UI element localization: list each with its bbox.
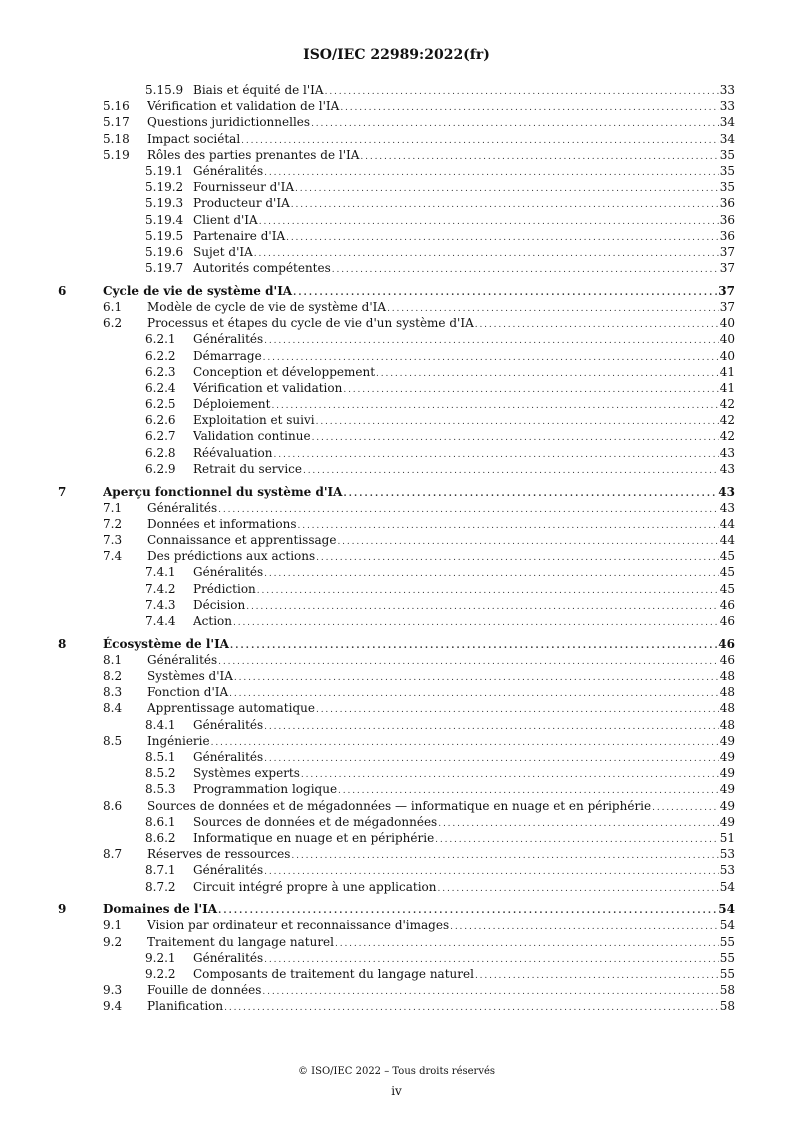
toc-entry-number: 5.19.2 <box>145 180 184 195</box>
toc-entry-title: Écosystème de l'IA <box>103 636 229 651</box>
toc-entry-page: 46 <box>719 597 735 612</box>
toc-entry[interactable] <box>0 564 793 580</box>
toc-entry-number: 7.3 <box>103 533 123 548</box>
toc-entry[interactable] <box>0 781 793 797</box>
toc-entry-title: Connaissance et apprentissage <box>147 533 337 548</box>
toc-entry-title: Réévaluation <box>193 445 273 460</box>
toc-entry-page: 49 <box>719 782 735 797</box>
toc-entry-title: Généralités <box>193 163 264 178</box>
toc-entry[interactable] <box>0 548 793 564</box>
toc-entry-number: 9.2.1 <box>145 950 176 965</box>
toc-entry-title: Généralités <box>193 950 264 965</box>
toc-entry-page: 55 <box>719 950 735 965</box>
toc-entry-number: 8.4.1 <box>145 717 176 732</box>
toc-entry-title: Apprentissage automatique <box>147 701 315 716</box>
table-of-contents <box>0 82 793 1015</box>
toc-entry-title: Domaines de l'IA <box>103 902 218 917</box>
toc-entry-title: Exploitation et suivi <box>193 413 315 428</box>
toc-entry-title: Composants de traitement du langage naturel <box>193 966 474 981</box>
toc-entry[interactable] <box>0 445 793 461</box>
toc-entry-page: 46 <box>718 636 735 651</box>
toc-entry-number: 5.18 <box>103 131 130 146</box>
toc-entry-number: 7.4.1 <box>145 565 176 580</box>
toc-entry[interactable] <box>0 331 793 347</box>
toc-entry-title: Données et informations <box>147 516 297 531</box>
toc-entry[interactable] <box>0 982 793 998</box>
dot-leader <box>233 615 719 631</box>
toc-entry-page: 48 <box>719 669 735 684</box>
toc-entry-page: 40 <box>719 348 735 363</box>
toc-entry-title: Vision par ordinateur et reconnaissance d'images <box>147 918 450 933</box>
toc-entry-number: 9 <box>58 902 67 917</box>
toc-entry-number: 5.19.4 <box>145 212 184 227</box>
toc-entry-page: 43 <box>718 484 735 499</box>
toc-entry-page: 45 <box>719 565 735 580</box>
toc-entry-number: 8 <box>58 636 67 651</box>
toc-entry-title: Traitement du langage naturel <box>147 934 334 949</box>
toc-entry-page: 58 <box>719 983 735 998</box>
toc-entry-page: 42 <box>719 397 735 412</box>
toc-entry-title: Processus et étapes du cycle de vie d'un système d'IA <box>147 316 474 331</box>
toc-entry-number: 9.3 <box>103 983 123 998</box>
toc-entry-title: Vérification et validation de l'IA <box>147 99 340 114</box>
toc-entry[interactable] <box>0 733 793 749</box>
toc-entry-page: 48 <box>719 717 735 732</box>
toc-entry-page: 45 <box>719 581 735 596</box>
toc-entry-page: 49 <box>719 814 735 829</box>
toc-entry-page: 40 <box>719 332 735 347</box>
toc-entry-page: 48 <box>719 701 735 716</box>
toc-entry-title: Aperçu fonctionnel du système d'IA <box>103 484 343 499</box>
toc-entry-number: 8.6 <box>103 798 123 813</box>
toc-entry-number: 5.19.6 <box>145 244 184 259</box>
copyright-footer: © ISO/IEC 2022 – Tous droits réservés <box>297 1066 496 1077</box>
toc-entry[interactable] <box>0 814 793 830</box>
toc-entry-page: 55 <box>719 934 735 949</box>
dot-leader <box>332 262 719 278</box>
toc-entry-title: Programmation logique <box>193 782 338 797</box>
toc-entry-number: 8.3 <box>103 685 123 700</box>
toc-entry-title: Client d'IA <box>193 212 258 227</box>
toc-entry[interactable] <box>0 131 793 147</box>
toc-entry[interactable] <box>0 652 793 668</box>
toc-entry-title: Généralités <box>147 500 218 515</box>
toc-entry-page: 34 <box>719 115 735 130</box>
toc-entry-number: 6.2.1 <box>145 332 176 347</box>
dot-leader <box>224 1000 719 1016</box>
toc-entry-page: 41 <box>719 364 735 379</box>
toc-entry-title: Informatique en nuage et en périphérie <box>193 830 435 845</box>
toc-entry-page: 37 <box>718 283 735 298</box>
toc-entry-title: Retrait du service <box>193 461 302 476</box>
toc-entry-number: 8.5.1 <box>145 750 176 764</box>
toc-entry-number: 5.19.5 <box>145 228 184 243</box>
toc-entry[interactable] <box>0 998 793 1014</box>
toc-entry-title: Généralités <box>193 750 264 764</box>
toc-entry-page: 36 <box>719 196 735 211</box>
toc-entry-title: Cycle de vie de système d'IA <box>103 283 293 298</box>
toc-entry[interactable] <box>0 147 793 163</box>
toc-entry[interactable] <box>0 260 793 276</box>
toc-entry[interactable] <box>0 765 793 781</box>
toc-entry-page: 55 <box>719 966 735 981</box>
toc-entry-title: Planification <box>147 999 224 1014</box>
toc-entry-number: 8.5.2 <box>145 766 176 781</box>
toc-entry-page: 53 <box>719 847 735 862</box>
toc-entry-number: 8.6.2 <box>145 830 176 845</box>
toc-entry-page: 36 <box>719 228 735 243</box>
toc-entry-page: 58 <box>719 999 735 1014</box>
toc-entry-title: Fouille de données <box>147 983 262 998</box>
toc-entry-number: 7.2 <box>103 516 123 531</box>
toc-entry[interactable] <box>0 684 793 700</box>
toc-entry-title: Partenaire d'IA <box>193 228 286 243</box>
toc-entry[interactable] <box>0 830 793 846</box>
toc-entry-number: 8.5 <box>103 733 123 748</box>
toc-entry-title: Sources de données et de mégadonnées <box>193 814 438 829</box>
toc-entry-page: 49 <box>719 750 735 764</box>
toc-entry-page: 43 <box>719 461 735 476</box>
toc-entry-title: Systèmes experts <box>193 766 300 781</box>
toc-entry-number: 9.2.2 <box>145 966 176 981</box>
toc-entry[interactable] <box>0 163 793 179</box>
toc-entry-number: 5.17 <box>103 115 130 130</box>
toc-entry-number: 6.2.5 <box>145 397 176 412</box>
toc-entry-page: 46 <box>719 652 735 667</box>
toc-entry-number: 6.2.3 <box>145 364 176 379</box>
toc-entry-title: Généralités <box>147 652 218 667</box>
toc-entry-title: Réserves de ressources <box>147 847 291 862</box>
toc-entry-number: 8.7.1 <box>145 863 176 878</box>
toc-entry-page: 35 <box>719 163 735 178</box>
toc-entry[interactable] <box>0 879 793 895</box>
toc-entry-number: 9.4 <box>103 999 123 1014</box>
toc-entry[interactable] <box>0 396 793 412</box>
dot-leader <box>303 463 719 479</box>
toc-entry-number: 6.2.6 <box>145 413 176 428</box>
toc-entry-page: 49 <box>719 733 735 748</box>
toc-entry[interactable] <box>0 283 793 299</box>
toc-entry-number: 6.1 <box>103 299 123 314</box>
toc-entry-title: Fournisseur d'IA <box>193 180 295 195</box>
toc-entry-page: 44 <box>719 516 735 531</box>
toc-entry[interactable] <box>0 428 793 444</box>
toc-entry-page: 46 <box>719 614 735 628</box>
toc-entry-number: 7.1 <box>103 500 123 515</box>
toc-entry-title: Généralités <box>193 332 264 347</box>
toc-entry[interactable] <box>0 613 793 629</box>
toc-entry[interactable] <box>0 98 793 114</box>
toc-entry-title: Prédiction <box>193 581 256 596</box>
toc-entry-page: 36 <box>719 212 735 227</box>
toc-entry-title: Ingénierie <box>147 733 210 748</box>
toc-entry-title: Vérification et validation <box>193 380 343 395</box>
toc-entry-line <box>193 879 735 897</box>
toc-entry-page: 51 <box>719 830 735 845</box>
toc-entry-page: 41 <box>719 380 735 395</box>
toc-entry-line <box>147 998 735 1016</box>
toc-entry[interactable] <box>0 228 793 244</box>
toc-entry-title: Autorités compétentes <box>193 261 331 276</box>
toc-entry-number: 6.2.2 <box>145 348 176 363</box>
toc-entry-page: 49 <box>719 798 735 813</box>
toc-entry-title: Conception et développement <box>193 364 376 379</box>
toc-entry-title: Démarrage <box>193 348 262 363</box>
toc-entry-number: 8.7.2 <box>145 879 176 894</box>
toc-entry-number: 9.1 <box>103 918 123 933</box>
toc-entry-page: 37 <box>719 299 735 314</box>
document-title: ISO/IEC 22989:2022(fr) <box>303 47 490 63</box>
toc-entry-number: 7.4.2 <box>145 581 176 596</box>
toc-entry-page: 54 <box>719 918 735 933</box>
toc-entry-number: 7.4.3 <box>145 597 176 612</box>
toc-entry-title: Validation continue <box>193 429 311 444</box>
toc-entry[interactable] <box>0 717 793 733</box>
toc-entry-title: Sources de données et de mégadonnées — informatique en nuage et en périphérie <box>147 798 652 813</box>
toc-entry[interactable] <box>0 114 793 130</box>
toc-entry-page: 43 <box>719 445 735 460</box>
toc-entry-number: 6.2.7 <box>145 429 176 444</box>
toc-entry-number: 5.19 <box>103 147 130 162</box>
toc-entry[interactable] <box>0 581 793 597</box>
toc-entry-page: 37 <box>719 244 735 259</box>
toc-entry[interactable] <box>0 862 793 878</box>
toc-entry-page: 42 <box>719 429 735 444</box>
toc-entry-title: Circuit intégré propre à une application <box>193 879 437 894</box>
toc-entry-title: Déploiement <box>193 397 271 412</box>
toc-entry-number: 8.4 <box>103 701 123 716</box>
toc-entry-number: 5.15.9 <box>145 83 184 97</box>
toc-entry[interactable] <box>0 901 793 917</box>
toc-entry[interactable] <box>0 380 793 396</box>
toc-entry-title: Sujet d'IA <box>193 244 253 259</box>
toc-entry[interactable] <box>0 364 793 380</box>
toc-entry[interactable] <box>0 749 793 765</box>
toc-entry-page: 54 <box>718 902 735 917</box>
toc-entry[interactable] <box>0 412 793 428</box>
toc-entry[interactable] <box>0 516 793 532</box>
toc-entry-title: Généralités <box>193 863 264 878</box>
toc-entry[interactable] <box>0 315 793 331</box>
toc-entry-page: 48 <box>719 685 735 700</box>
toc-entry[interactable] <box>0 798 793 814</box>
toc-entry[interactable] <box>0 348 793 364</box>
toc-entry-number: 8.7 <box>103 847 123 862</box>
toc-entry[interactable] <box>0 636 793 652</box>
toc-entry-page: 43 <box>719 500 735 515</box>
toc-entry-number: 6 <box>58 283 67 298</box>
toc-entry-page: 40 <box>719 316 735 331</box>
toc-entry-title: Questions juridictionnelles <box>147 115 311 130</box>
toc-entry-page: 45 <box>719 549 735 564</box>
toc-entry-page: 35 <box>719 147 735 162</box>
toc-entry-number: 8.2 <box>103 669 123 684</box>
toc-entry-title: Action <box>193 614 232 628</box>
toc-entry-page: 37 <box>719 261 735 276</box>
toc-entry-title: Modèle de cycle de vie de système d'IA <box>147 299 387 314</box>
toc-entry-page: 44 <box>719 533 735 548</box>
toc-entry[interactable] <box>0 597 793 613</box>
toc-entry-number: 8.6.1 <box>145 814 176 829</box>
toc-entry[interactable] <box>0 461 793 477</box>
toc-entry-title: Fonction d'IA <box>147 685 229 700</box>
toc-entry[interactable] <box>0 195 793 211</box>
toc-entry-title: Généralités <box>193 717 264 732</box>
toc-entry-page: 33 <box>719 83 735 97</box>
toc-entry-page: 49 <box>719 766 735 781</box>
toc-entry-number: 6.2.9 <box>145 461 176 476</box>
toc-entry[interactable] <box>0 532 793 548</box>
toc-entry-page: 35 <box>719 180 735 195</box>
toc-entry[interactable] <box>0 82 793 98</box>
toc-entry[interactable] <box>0 966 793 982</box>
toc-entry-number: 7.4.4 <box>145 614 176 628</box>
toc-entry-title: Impact sociétal <box>147 131 241 146</box>
toc-entry-number: 7.4 <box>103 549 123 564</box>
toc-entry-title: Systèmes d'IA <box>147 669 233 684</box>
toc-entry-number: 8.1 <box>103 652 123 667</box>
toc-entry-number: 5.19.1 <box>145 163 184 178</box>
toc-entry-title: Producteur d'IA <box>193 196 290 211</box>
toc-entry-number: 7 <box>58 484 67 499</box>
toc-entry-number: 6.2.4 <box>145 380 176 395</box>
toc-entry[interactable] <box>0 934 793 950</box>
toc-entry-number: 5.19.7 <box>145 261 184 276</box>
toc-entry[interactable] <box>0 950 793 966</box>
toc-entry-number: 5.16 <box>103 99 130 114</box>
toc-entry-line <box>193 461 735 479</box>
toc-entry[interactable] <box>0 500 793 516</box>
toc-entry[interactable] <box>0 700 793 716</box>
toc-entry-line <box>193 260 735 278</box>
toc-entry-line <box>193 613 735 631</box>
toc-entry-page: 54 <box>719 879 735 894</box>
toc-entry[interactable] <box>0 299 793 315</box>
toc-entry[interactable] <box>0 668 793 684</box>
toc-entry-number: 6.2.8 <box>145 445 176 460</box>
toc-entry-number: 8.5.3 <box>145 782 176 797</box>
toc-entry[interactable] <box>0 917 793 933</box>
toc-entry-page: 53 <box>719 863 735 878</box>
dot-leader <box>438 881 719 897</box>
toc-entry-number: 9.2 <box>103 934 123 949</box>
toc-entry-page: 33 <box>719 99 735 114</box>
toc-entry-title: Biais et équité de l'IA <box>193 83 324 97</box>
toc-entry-title: Rôles des parties prenantes de l'IA <box>147 147 360 162</box>
toc-entry[interactable] <box>0 846 793 862</box>
toc-entry[interactable] <box>0 484 793 500</box>
toc-entry-number: 6.2 <box>103 316 123 331</box>
toc-entry-page: 42 <box>719 413 735 428</box>
toc-entry[interactable] <box>0 244 793 260</box>
toc-entry-page: 34 <box>719 131 735 146</box>
toc-entry-title: Des prédictions aux actions <box>147 549 316 564</box>
toc-entry-title: Généralités <box>193 565 264 580</box>
toc-entry[interactable] <box>0 179 793 195</box>
page-number: iv <box>391 1084 402 1098</box>
toc-entry[interactable] <box>0 212 793 228</box>
toc-entry-title: Décision <box>193 597 246 612</box>
toc-entry-number: 5.19.3 <box>145 196 184 211</box>
